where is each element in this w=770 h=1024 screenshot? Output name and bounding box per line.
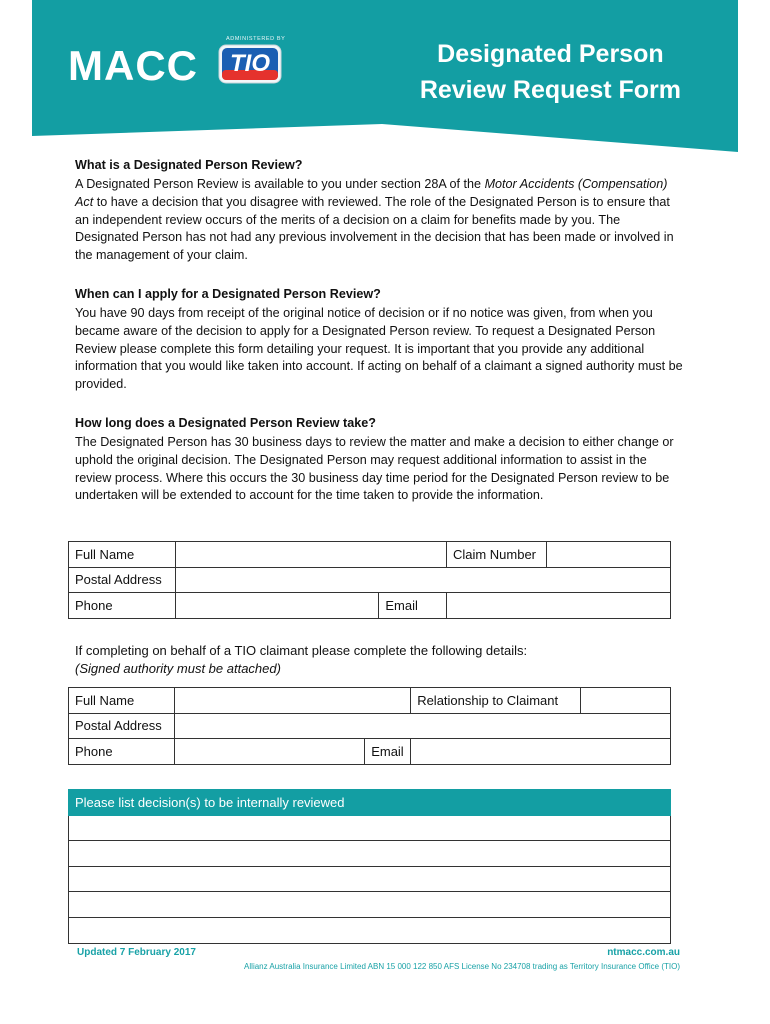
- decisions-table: [68, 789, 671, 944]
- section-what-is: [75, 156, 685, 265]
- decisions-heading: Please list decision(s) to be internally reviewed: [69, 790, 671, 816]
- section-heading: What is a Designated Person Review?: [75, 158, 303, 172]
- section-heading: When can I apply for a Designated Person Review?: [75, 286, 381, 301]
- administered-by-label: ADMINISTERED BY: [226, 36, 286, 42]
- behalf-instructions: [75, 642, 527, 678]
- rep-full-name-label: Full Name: [69, 688, 175, 714]
- behalf-note: (Signed authority must be attached): [75, 661, 281, 676]
- legal-notice: Allianz Australia Insurance Limited ABN 15 000 122 850 AFS License No 234708 trading as Territory Insurance Office (TIO): [244, 962, 680, 971]
- postal-address-label: Postal Address: [69, 567, 176, 593]
- representative-form: [68, 687, 671, 765]
- info-content: [75, 156, 685, 525]
- claim-number-field[interactable]: [547, 542, 671, 568]
- macc-logo: [68, 42, 198, 89]
- relationship-label: Relationship to Claimant: [411, 688, 581, 714]
- full-name-label: Full Name: [69, 542, 176, 568]
- form-title-line2: Review Request Form: [419, 76, 681, 104]
- macc-logo-text: MACC: [68, 42, 198, 89]
- section-body: You have 90 days from receipt of the original notice of decision or if no notice was given, from when you became aware of the decision to apply for a Designated Person review. To request a Designated Person Review please complete this form detailing your request. It is important that you provide any additional information that you would like taken into account. If acting on behalf of a claimant a signed authority must be provided.: [75, 305, 683, 392]
- decision-row[interactable]: [69, 917, 671, 943]
- rep-phone-field[interactable]: [175, 739, 365, 765]
- section-body: A Designated Person Review is available to you under section 28A of the Motor Accidents (Compensation) Act to have a decision that you disagree with reviewed. The role of the Designated Person is to ensure that an independent review occurs of the merits of a decision on a claim for benefits made by you. The Designated Person has not had any previous involvement in the decision that has been made or involved in the management of your claim.: [75, 177, 674, 263]
- phone-label: Phone: [69, 593, 176, 619]
- phone-field[interactable]: [176, 593, 379, 619]
- rep-email-field[interactable]: [411, 739, 671, 765]
- email-field[interactable]: [446, 593, 670, 619]
- decision-row[interactable]: [69, 841, 671, 867]
- rep-full-name-field[interactable]: [175, 688, 411, 714]
- claimant-form: [68, 541, 671, 619]
- rep-email-label: Email: [365, 739, 411, 765]
- updated-date: Updated 7 February 2017: [77, 947, 196, 958]
- decision-row[interactable]: [69, 866, 671, 892]
- section-body: The Designated Person has 30 business days to review the matter and make a decision to either change or uphold the original decision. The Designated Person may request additional information to assist in the review process. Where this occurs the 30 business day time period for the Designated Person review to be undertaken will be extended to account for the time taken to provide the information.: [75, 434, 674, 503]
- claim-number-label: Claim Number: [446, 542, 546, 568]
- rep-postal-address-label: Postal Address: [69, 713, 175, 739]
- relationship-field[interactable]: [581, 688, 671, 714]
- form-title: [420, 36, 681, 108]
- email-label: Email: [379, 593, 447, 619]
- section-how-long: [75, 414, 685, 505]
- website-link[interactable]: ntmacc.com.au: [607, 947, 680, 958]
- decision-row[interactable]: [69, 892, 671, 918]
- section-heading: How long does a Designated Person Review take?: [75, 415, 376, 430]
- decision-row[interactable]: [69, 815, 671, 841]
- rep-postal-address-field[interactable]: [175, 713, 671, 739]
- form-title-line1: Designated Person: [437, 40, 664, 68]
- section-when-apply: [75, 285, 685, 394]
- behalf-intro: If completing on behalf of a TIO claimant please complete the following details:: [75, 643, 528, 658]
- full-name-field[interactable]: [176, 542, 447, 568]
- postal-address-field[interactable]: [176, 567, 671, 593]
- tio-logo-text: TIO: [230, 50, 270, 77]
- rep-phone-label: Phone: [69, 739, 175, 765]
